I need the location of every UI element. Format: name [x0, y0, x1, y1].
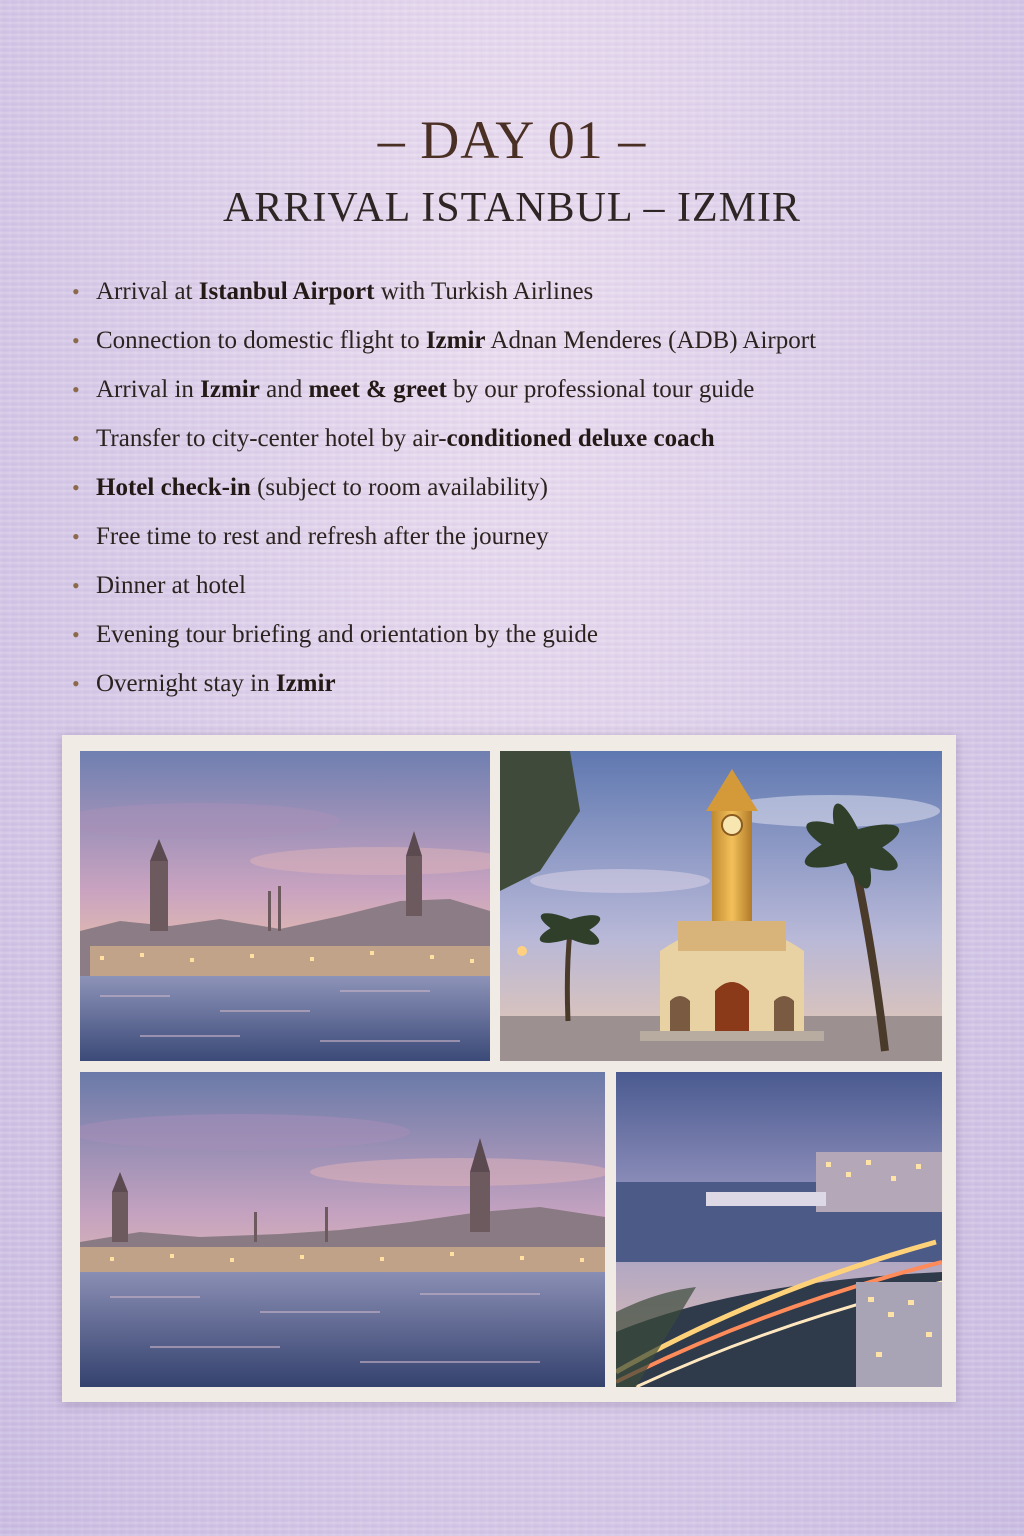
- itinerary-text: [96, 423, 715, 455]
- body-text: Connection to domestic flight to: [96, 327, 426, 354]
- route-title: ARRIVAL ISTANBUL – IZMIR: [223, 185, 801, 231]
- itinerary-text: [96, 619, 598, 651]
- highlight-text: Izmir: [200, 376, 260, 403]
- izmir-clock-tower-photo: [500, 751, 942, 1061]
- body-text: Arrival at: [96, 278, 199, 305]
- bullet-icon: •: [72, 524, 80, 549]
- body-text: Arrival in: [96, 376, 201, 403]
- itinerary-item: [72, 570, 816, 619]
- bullet-icon: •: [72, 573, 80, 598]
- istanbul-panorama-photo: [80, 1072, 605, 1387]
- itinerary-text: [96, 276, 593, 308]
- highlight-text: meet & greet: [308, 376, 447, 403]
- itinerary-text: [96, 570, 246, 602]
- highlight-text: conditioned deluxe coach: [446, 425, 715, 452]
- itinerary-text: [96, 472, 548, 504]
- bullet-icon: •: [72, 426, 80, 451]
- itinerary-item: [72, 374, 816, 423]
- bullet-icon: •: [72, 475, 80, 500]
- itinerary-list: [72, 276, 816, 717]
- itinerary-item: [72, 325, 816, 374]
- highlight-text: Izmir: [275, 670, 336, 697]
- bullet-icon: •: [72, 671, 80, 696]
- izmir-coastal-road-photo: [616, 1072, 942, 1387]
- body-text: Transfer to city-center hotel by air-: [96, 425, 447, 452]
- bullet-icon: •: [72, 622, 80, 647]
- body-text: Dinner at hotel: [96, 572, 246, 599]
- itinerary-text: [96, 325, 816, 357]
- itinerary-text: [96, 521, 549, 553]
- istanbul-waterfront-photo: [80, 751, 490, 1061]
- highlight-text: Izmir: [425, 327, 486, 354]
- bullet-icon: •: [72, 279, 80, 304]
- itinerary-item: [72, 423, 816, 472]
- itinerary-item: [72, 521, 816, 570]
- body-text: and: [259, 376, 309, 403]
- highlight-text: Hotel check-in: [96, 474, 251, 501]
- header: [0, 108, 1024, 234]
- body-text: Adnan Menderes (ADB) Airport: [485, 327, 817, 354]
- photo-collage: [62, 735, 956, 1402]
- itinerary-text: [96, 668, 336, 700]
- body-text: (subject to room availability): [250, 474, 548, 501]
- body-text: with Turkish Airlines: [374, 278, 594, 305]
- day-title: – DAY 01 –: [377, 110, 647, 170]
- body-text: Overnight stay in: [96, 670, 276, 697]
- body-text: Free time to rest and refresh after the journey: [96, 523, 549, 550]
- itinerary-item: [72, 276, 816, 325]
- body-text: by our professional tour guide: [446, 376, 755, 403]
- bullet-icon: •: [72, 377, 80, 402]
- itinerary-item: [72, 472, 816, 521]
- itinerary-item: [72, 668, 816, 717]
- body-text: Evening tour briefing and orientation by the guide: [96, 621, 598, 648]
- itinerary-item: [72, 619, 816, 668]
- itinerary-text: [96, 374, 754, 406]
- highlight-text: Istanbul Airport: [198, 278, 375, 305]
- bullet-icon: •: [72, 328, 80, 353]
